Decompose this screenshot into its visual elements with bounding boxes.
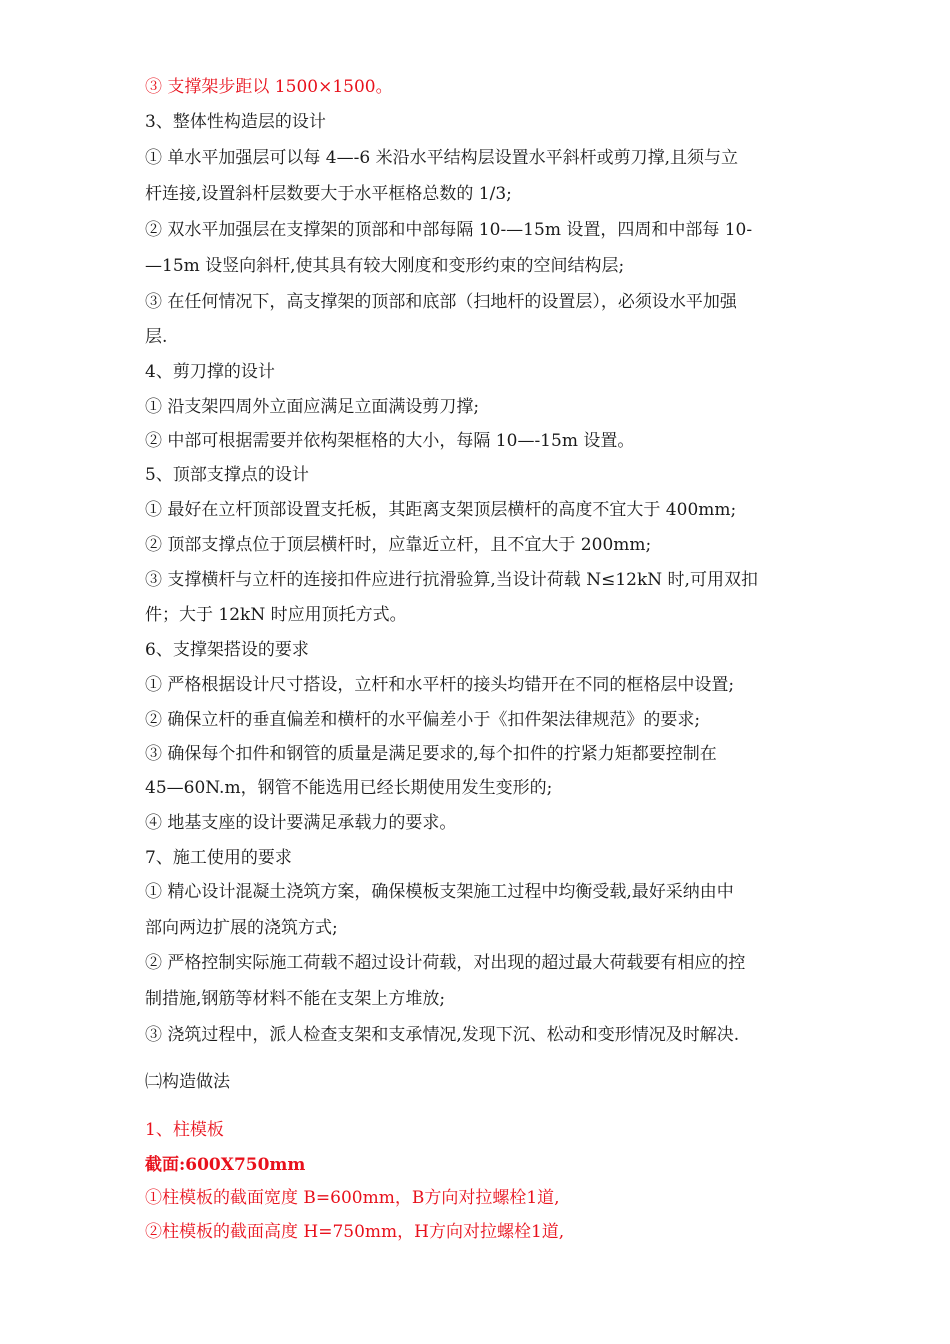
text-line: —15m 设竖向斜杆,使其具有较大刚度和变形约束的空间结构层;: [145, 256, 625, 276]
text-line: ④ 地基支座的设计要满足承载力的要求。: [145, 813, 457, 833]
text-line: 45—60N.m，钢管不能选用已经长期使用发生变形的;: [145, 778, 553, 798]
text-line: ②柱模板的截面高度 H=750mm，H方向对拉螺栓1道,: [145, 1222, 565, 1242]
section-heading: 4、剪刀撑的设计: [145, 362, 275, 382]
text-line: 制措施,钢筋等材料不能在支架上方堆放;: [145, 989, 446, 1009]
text-line: ③ 在任何情况下，高支撑架的顶部和底部（扫地杆的设置层），必须设水平加强: [145, 292, 737, 312]
text-line: ② 顶部支撑点位于顶层横杆时，应靠近立杆，且不宜大于 200mm;: [145, 535, 652, 555]
text-line: ①柱模板的截面宽度 B=600mm，B方向对拉螺栓1道,: [145, 1188, 560, 1208]
text-line: 件；大于 12kN 时应用顶托方式。: [145, 605, 407, 625]
text-line: 杆连接,设置斜杆层数要大于水平框格总数的 1/3;: [145, 184, 512, 204]
section-heading: 3、整体性构造层的设计: [145, 112, 326, 132]
subsection-heading: ㈡构造做法: [145, 1072, 230, 1092]
text-line: ① 精心设计混凝土浇筑方案，确保模板支架施工过程中均衡受载,最好采纳由中: [145, 882, 734, 902]
text-line: ③ 支撑架步距以 1500×1500。: [145, 77, 393, 97]
section-heading: 截面:600X750mm: [145, 1155, 306, 1175]
text-line: ② 确保立杆的垂直偏差和横杆的水平偏差小于《扣件架法律规范》的要求;: [145, 710, 701, 730]
section-heading: 7、施工使用的要求: [145, 848, 292, 868]
section-heading: 6、支撑架搭设的要求: [145, 640, 309, 660]
text-line: ① 严格根据设计尺寸搭设，立杆和水平杆的接头均错开在不同的框格层中设置;: [145, 675, 735, 695]
text-line: ③ 支撑横杆与立杆的连接扣件应进行抗滑验算,当设计荷载 N≤12kN 时,可用双扣: [145, 570, 758, 590]
text-line: 层.: [145, 327, 168, 347]
text-line: ① 沿支架四周外立面应满足立面满设剪刀撑;: [145, 397, 480, 417]
text-line: ③ 浇筑过程中，派人检查支架和支承情况,发现下沉、松动和变形情况及时解决.: [145, 1025, 740, 1045]
text-line: ① 单水平加强层可以每 4—-6 米沿水平结构层设置水平斜杆或剪刀撑,且须与立: [145, 148, 738, 168]
text-line: 部向两边扩展的浇筑方式;: [145, 918, 338, 938]
text-line: ② 严格控制实际施工荷载不超过设计荷载，对出现的超过最大荷载要有相应的控: [145, 953, 746, 973]
section-heading: 1、柱模板: [145, 1120, 224, 1140]
text-line: ② 中部可根据需要并依构架框格的大小，每隔 10—-15m 设置。: [145, 431, 635, 451]
text-line: ③ 确保每个扣件和钢管的质量是满足要求的,每个扣件的拧紧力矩都要控制在: [145, 744, 717, 764]
section-heading: 5、顶部支撑点的设计: [145, 465, 309, 485]
text-line: ② 双水平加强层在支撑架的顶部和中部每隔 10-—15m 设置，四周和中部每 10-: [145, 220, 753, 240]
text-line: ① 最好在立杆顶部设置支托板，其距离支架顶层横杆的高度不宜大于 400mm;: [145, 500, 737, 520]
